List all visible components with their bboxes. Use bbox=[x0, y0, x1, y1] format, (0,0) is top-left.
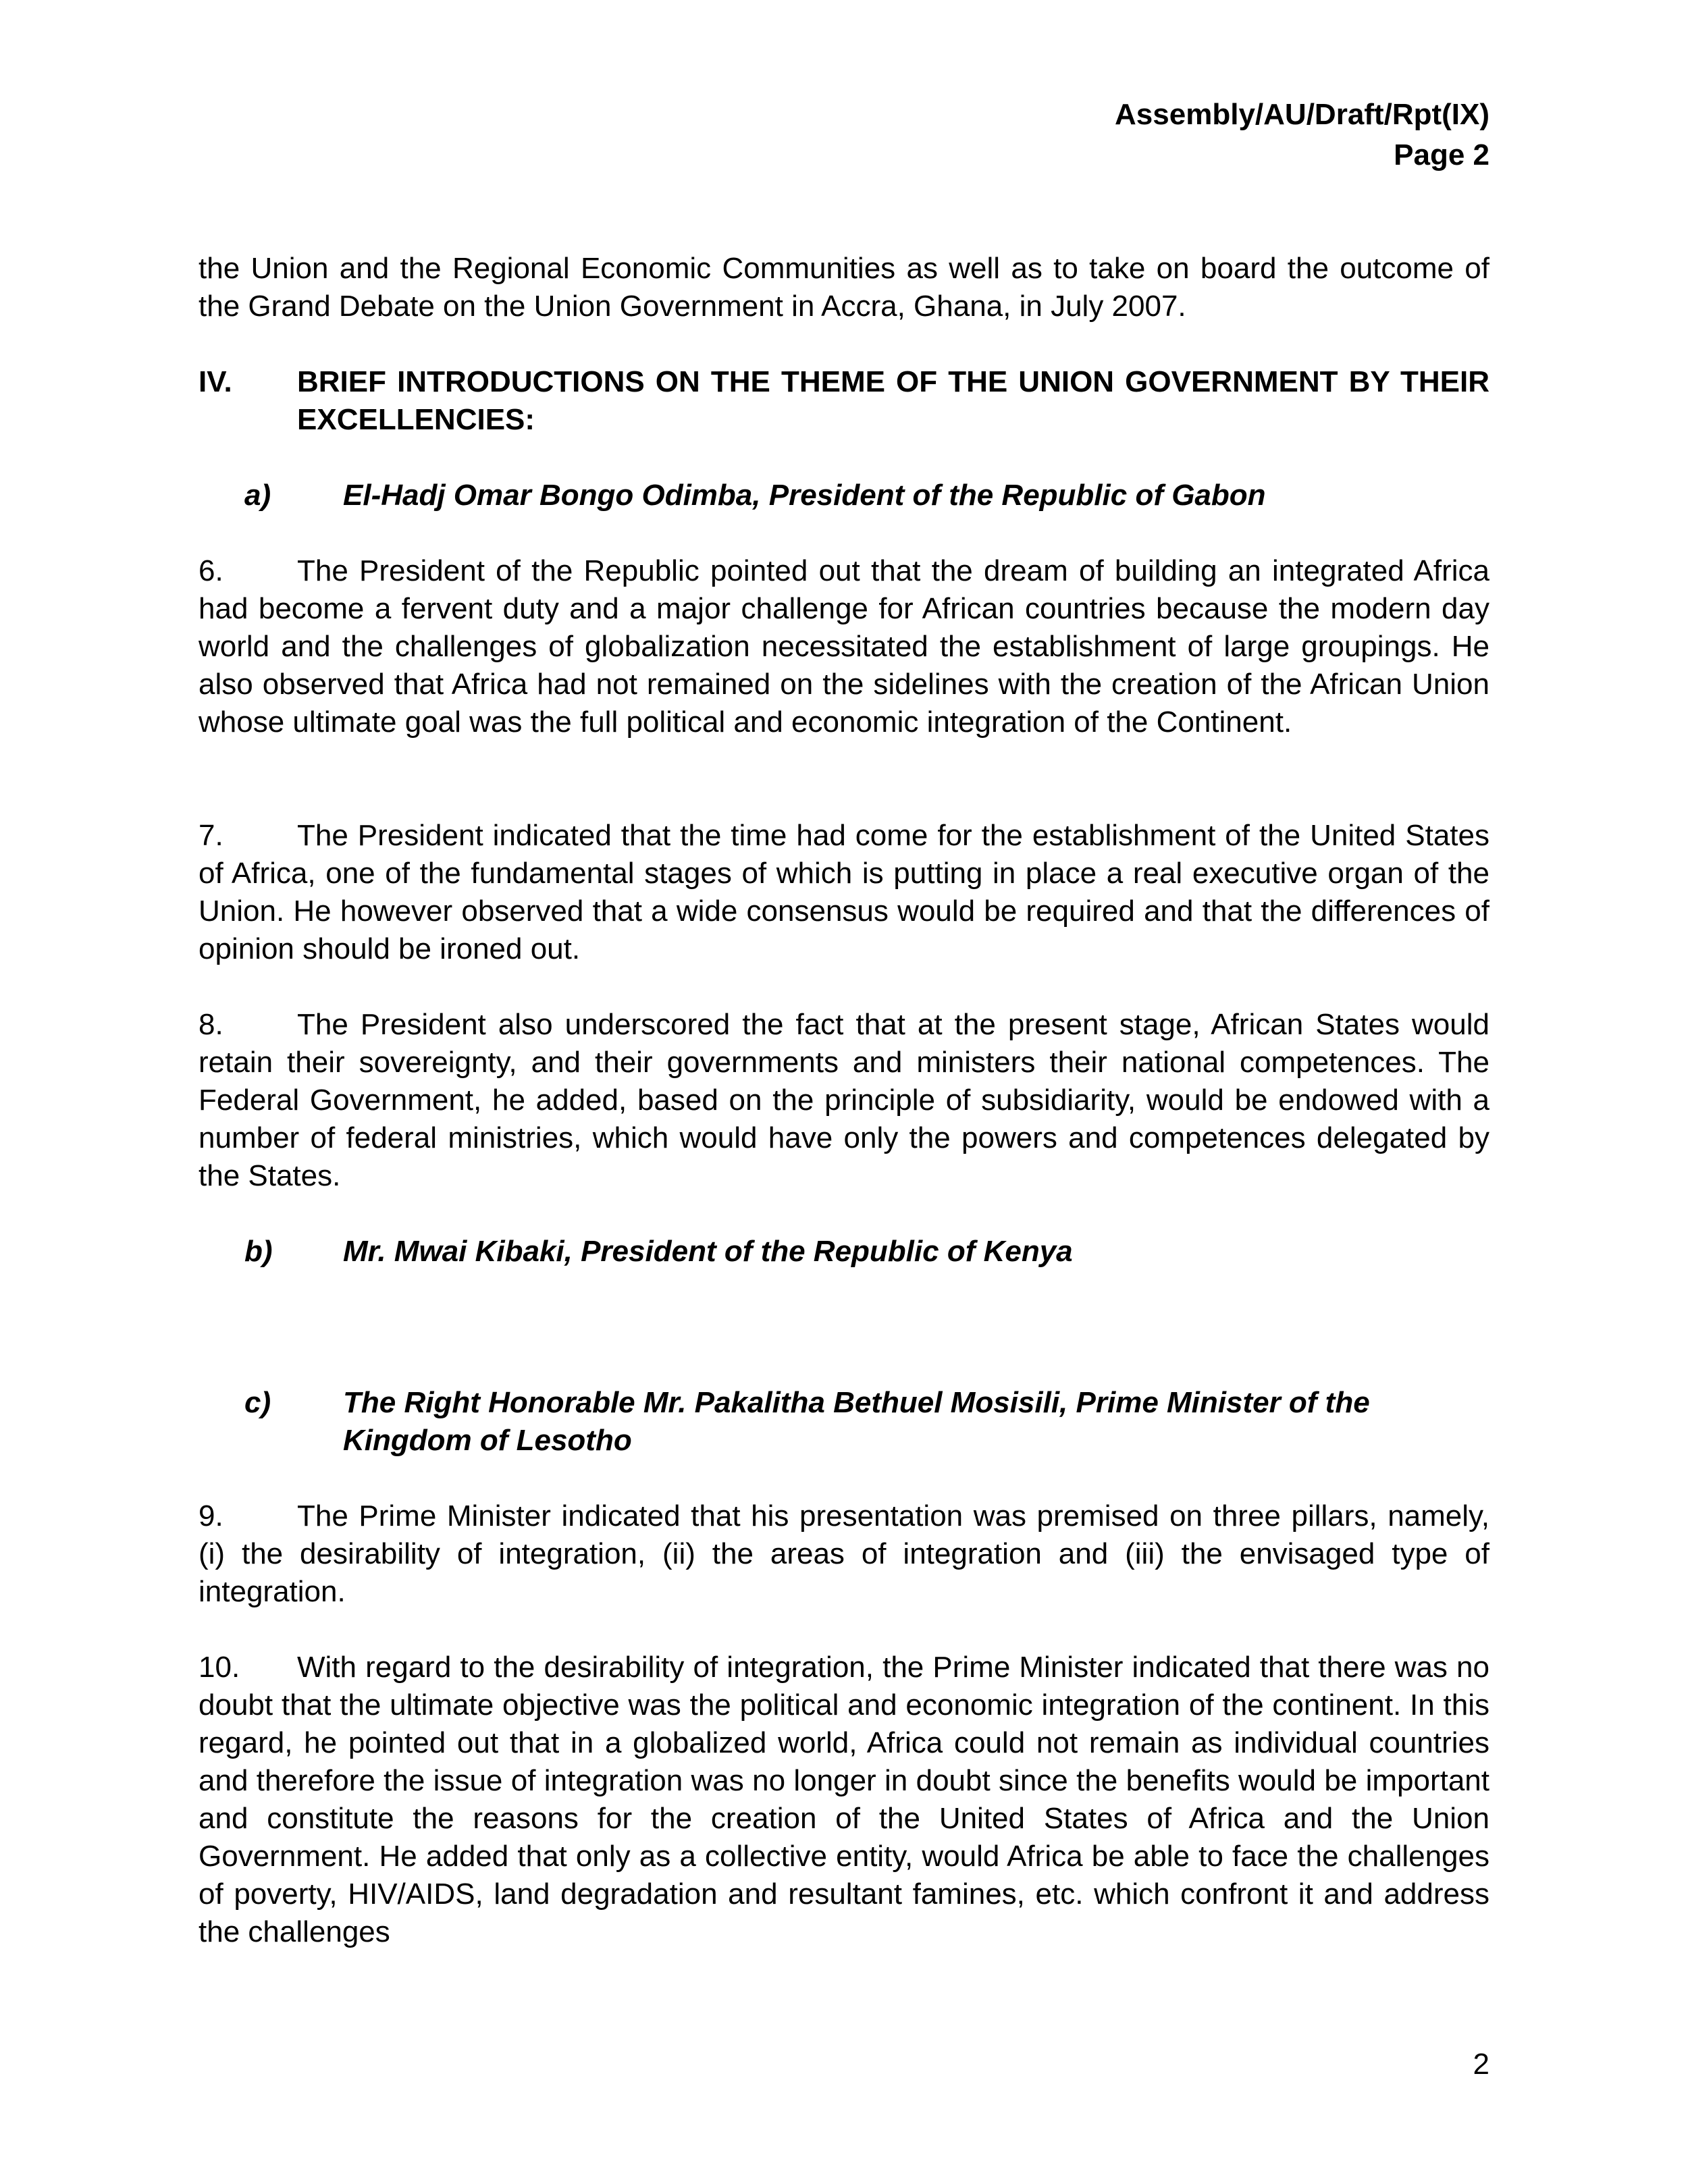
section-heading bbox=[199, 363, 1489, 439]
paragraph-10 bbox=[199, 1649, 1489, 1951]
subsection-letter: b) bbox=[244, 1235, 273, 1268]
paragraph-text: The President also underscored the fact that at the present stage, African States would retain their sovereignty, and their governments and ministers their national competences. The Federal Government, he added, based on the principle of subsidiarity, would be endowed with a number of federal ministries, which would have only the powers and competences delegated by the States. bbox=[199, 1008, 1489, 1192]
subsection-title: El-Hadj Omar Bongo Odimba, President of the Republic of Gabon bbox=[343, 479, 1266, 512]
subsection-letter: a) bbox=[244, 479, 271, 512]
paragraph-number: 10. bbox=[199, 1651, 240, 1684]
paragraph-8 bbox=[199, 1006, 1489, 1195]
header-page-label: Page 2 bbox=[1394, 138, 1489, 171]
paragraph-7 bbox=[199, 817, 1489, 968]
paragraph-number: 7. bbox=[199, 819, 223, 852]
subsection-letter: c) bbox=[244, 1386, 271, 1419]
section-number: IV. bbox=[199, 365, 232, 398]
paragraph-9 bbox=[199, 1497, 1489, 1611]
paragraph-text: The President of the Republic pointed out that the dream of building an integrated Africa had become a fervent duty and a major challenge for African countries because the modern day world and the challenges of globalization necessitated the establishment of large groupings. He also observed that Africa had not remained on the sidelines with the creation of the African Union whose ultimate goal was the full political and economic integration of the Continent. bbox=[199, 554, 1489, 739]
paragraph-text: The Prime Minister indicated that his presentation was premised on three pillars, namely, (i) the desirability of integration, (ii) the areas of integration and (iii) the envisaged type of integration. bbox=[199, 1499, 1489, 1608]
paragraph-number: 8. bbox=[199, 1008, 223, 1041]
subsection-heading-b bbox=[244, 1233, 1489, 1271]
paragraph-text: With regard to the desirability of integration, the Prime Minister indicated that there was no doubt that the ultimate objective was the political and economic integration of the continent. In this regard, he pointed out that in a globalized world, Africa could not remain as individual countries and therefore the issue of integration was no longer in doubt since the benefits would be important and constitute the reasons for the creation of the United States of Africa and the Union Government. He added that only as a collective entity, would Africa be able to face the challenges of poverty, HIV/AIDS, land degradation and resultant famines, etc. which confront it and address the challenges bbox=[199, 1651, 1489, 1948]
subsection-title: The Right Honorable Mr. Pakalitha Bethuel Mosisili, Prime Minister of the Kingdom of Lesotho bbox=[343, 1386, 1370, 1457]
paragraph-number: 9. bbox=[199, 1499, 223, 1533]
subsection-title: Mr. Mwai Kibaki, President of the Republic of Kenya bbox=[343, 1235, 1073, 1268]
subsection-heading-c bbox=[244, 1384, 1489, 1460]
intro-paragraph: the Union and the Regional Economic Communities as well as to take on board the outcome of the Grand Debate on the Union Government in Accra, Ghana, in July 2007. bbox=[199, 252, 1489, 323]
subsection-heading-a bbox=[244, 477, 1489, 514]
footer-page-number: 2 bbox=[1473, 2048, 1489, 2081]
paragraph-number: 6. bbox=[199, 554, 223, 587]
document-reference: Assembly/AU/Draft/Rpt(IX) bbox=[1115, 98, 1489, 131]
document-header bbox=[1115, 95, 1489, 176]
paragraph-text: The President indicated that the time had come for the establishment of the United States of Africa, one of the fundamental stages of which is putting in place a real executive organ of the Union. He however observed that a wide consensus would be required and that the differences of opinion should be ironed out. bbox=[199, 819, 1489, 965]
section-title: BRIEF INTRODUCTIONS ON THE THEME OF THE UNION GOVERNMENT BY THEIR EXCELLENCIES: bbox=[297, 365, 1489, 436]
document-page bbox=[199, 0, 1489, 2184]
paragraph-6 bbox=[199, 552, 1489, 741]
